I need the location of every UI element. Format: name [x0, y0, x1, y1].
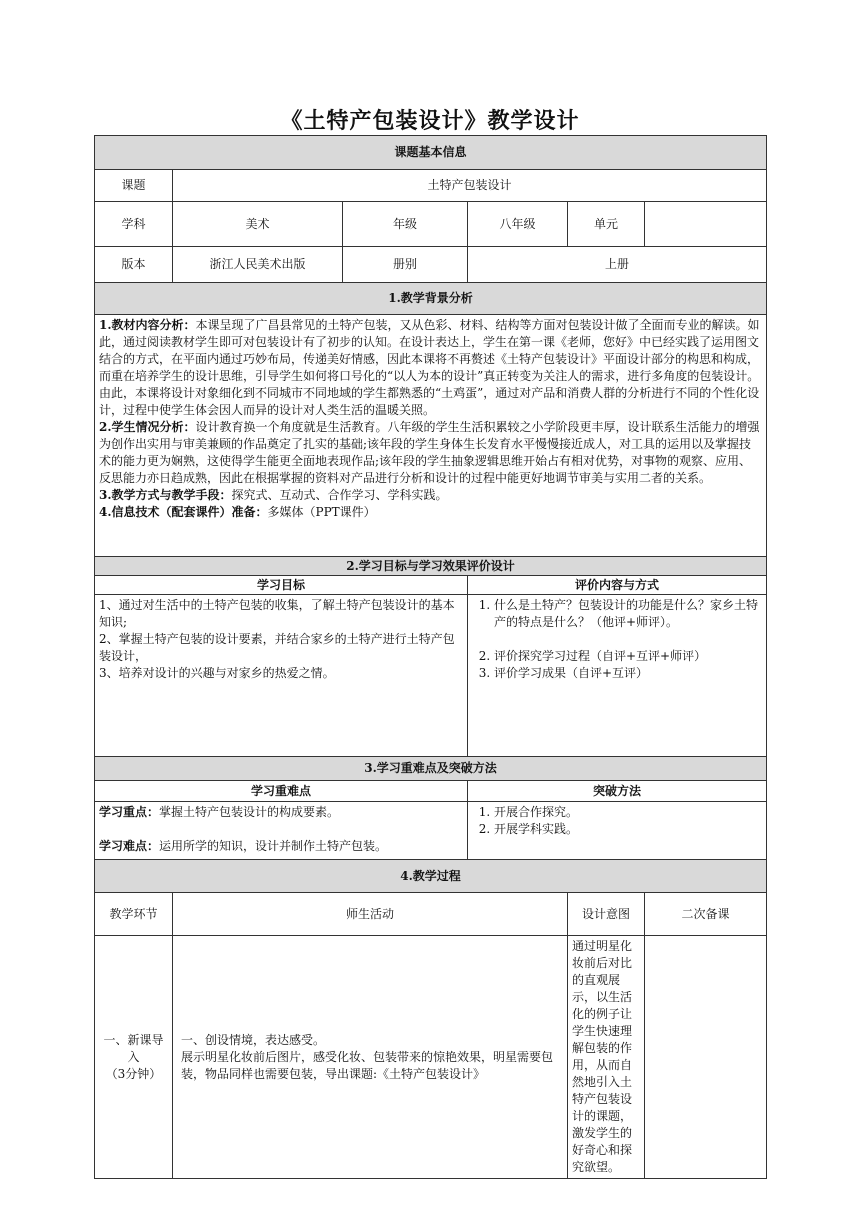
material-analysis-cont: 由此，本课将设计对象细化到不同城市不同地域的学生都熟悉的“土鸡蛋”，通过对产品和消费人群的分析进行不同的个性化设计，过程中使学生体会因人而异的设计对人类生活的温暖关照。 — [99, 386, 760, 417]
intent-cell: 通过明星化妆前后对比的直观展示，以生活化的例子让学生快速理解包装的作用，从而自然地引入土特产包装设计的课题，激发学生的好奇心和探究欲望。 — [568, 936, 645, 1179]
goals-col-header: 学习目标 — [95, 576, 468, 595]
background-analysis-body — [95, 315, 767, 557]
page-title: 《土特产包装设计》教学设计 — [280, 108, 580, 134]
goals-evaluation-header: 2.学习目标与学习效果评价设计 — [95, 557, 767, 576]
evaluation-item: 1. 什么是土特产？包装设计的功能是什么？家乡土特产的特点是什么？（他评+师评）。 — [494, 597, 762, 631]
unit-label: 单元 — [568, 202, 645, 247]
grade-label: 年级 — [343, 202, 468, 247]
key-difficulties-cell — [95, 802, 468, 860]
activity-cell — [173, 936, 568, 1179]
evaluation-cell — [468, 595, 767, 757]
topic-label: 课题 — [95, 170, 173, 202]
key-difficulties-header: 3.学习重难点及突破方法 — [95, 757, 767, 781]
goal-item: 2、掌握土特产包装的设计要素，并结合家乡的土特产进行土特产包装设计， — [99, 632, 455, 663]
edition-label: 版本 — [95, 247, 173, 283]
stage-cell — [95, 936, 173, 1179]
key-point-label: 学习重点： — [99, 805, 160, 819]
edition-value: 浙江人民美术出版 — [173, 247, 343, 283]
activity-col-header: 师生活动 — [173, 893, 568, 936]
goal-item: 3、培养对设计的兴趣与对家乡的热爱之情。 — [99, 666, 335, 680]
note-cell — [645, 936, 767, 1179]
key-point-text: 掌握土特产包装设计的构成要素。 — [159, 805, 340, 819]
topic-value: 土特产包装设计 — [173, 170, 767, 202]
note-col-header: 二次备课 — [645, 893, 767, 936]
teaching-method — [99, 487, 762, 504]
grade-value: 八年级 — [468, 202, 568, 247]
student-analysis-label: 2.学生情况分析： — [99, 420, 196, 434]
activity-line: 一、创设情境，表达感受。 — [181, 1032, 326, 1047]
goals-cell — [95, 595, 468, 757]
material-analysis — [99, 317, 762, 385]
methods-cell — [468, 802, 767, 860]
difficulty-point — [99, 838, 463, 855]
goal-item: 1、通过对生活中的土特产包装的收集，了解土特产包装设计的基本知识; — [99, 598, 455, 629]
stage-time: （3分钟） — [105, 1066, 162, 1081]
key-col-header: 学习重难点 — [95, 781, 468, 802]
evaluation-item: 2. 评价探究学习过程（自评+互评+师评） — [494, 648, 762, 665]
activity-line: 展示明星化妆前后图片，感受化妆、包装带来的惊艳效果，明星需要包装，物品同样也需要包装，导出课题:《土特产包装设计》 — [181, 1049, 554, 1081]
difficulty-point-text: 运用所学的知识，设计并制作土特产包装。 — [159, 839, 388, 853]
it-preparation-label: 4.信息技术（配套课件）准备： — [99, 505, 268, 519]
background-analysis-header: 1.教学背景分析 — [95, 283, 767, 315]
method-item: 1. 开展合作探究。 — [494, 804, 762, 821]
stage-col-header: 教学环节 — [95, 893, 173, 936]
volume-value: 上册 — [468, 247, 767, 283]
teaching-method-text: 探究式、互动式、合作学习、学科实践。 — [231, 488, 448, 502]
teaching-method-label: 3.教学方式与教学手段： — [99, 488, 232, 502]
lesson-plan-table — [94, 135, 767, 1179]
process-header: 4.教学过程 — [95, 860, 767, 893]
material-analysis-text: 本课呈现了广昌县常见的土特产包装，又从色彩、材料、结构等方面对包装设计做了全面而专业的解读。如此，通过阅读教材学生即可对包装设计有了初步的认知。在设计表达上，学生在第一课《老师，您好》中已经实践了运用图文结合的方式，在平面内通过巧妙布局，传递美好情感，因此本课将不再赘述《土特产包装设计》平面设计部分的构思和构成，而重在培养学生的设计思维，引导学生如何将口号化的“以人为本的设计”真正转变为关注人的需求，进行多角度的包装设计。 — [99, 318, 760, 383]
basic-info-header: 课题基本信息 — [95, 136, 767, 170]
key-point — [99, 804, 463, 821]
method-item: 2. 开展学科实践。 — [494, 821, 762, 838]
evaluation-item: 3. 评价学习成果（自评+互评） — [494, 665, 762, 682]
subject-label: 学科 — [95, 202, 173, 247]
method-col-header: 突破方法 — [468, 781, 767, 802]
it-preparation-text: 多媒体（PPT课件） — [267, 505, 376, 519]
student-analysis-text: 设计教育换一个角度就是生活教育。八年级的学生生活积累较之小学阶段更丰厚，设计联系生活能力的增强为创作出实用与审美兼顾的作品奠定了扎实的基础;该年段的学生身体生长发育水平慢慢接近成人，对工具的运用以及掌握技术的能力更为娴熟，这使得学生能更全面地表现作品;该年段的学生抽象逻辑思维开始占有相对优势，对事物的观察、应用、反思能力亦日趋成熟，因此在根据掌握的资料对产品进行分析和设计的过程中能更好地调节审美与实用二者的关系。 — [99, 420, 760, 485]
difficulty-point-label: 学习难点： — [99, 839, 160, 853]
material-analysis-label: 1.教材内容分析： — [99, 318, 196, 332]
stage-name: 一、新课导入 — [103, 1032, 164, 1064]
intent-col-header: 设计意图 — [568, 893, 645, 936]
evaluation-col-header: 评价内容与方式 — [468, 576, 767, 595]
it-preparation — [99, 504, 762, 521]
unit-value — [645, 202, 767, 247]
subject-value: 美术 — [173, 202, 343, 247]
student-analysis — [99, 419, 762, 487]
volume-label: 册别 — [343, 247, 468, 283]
